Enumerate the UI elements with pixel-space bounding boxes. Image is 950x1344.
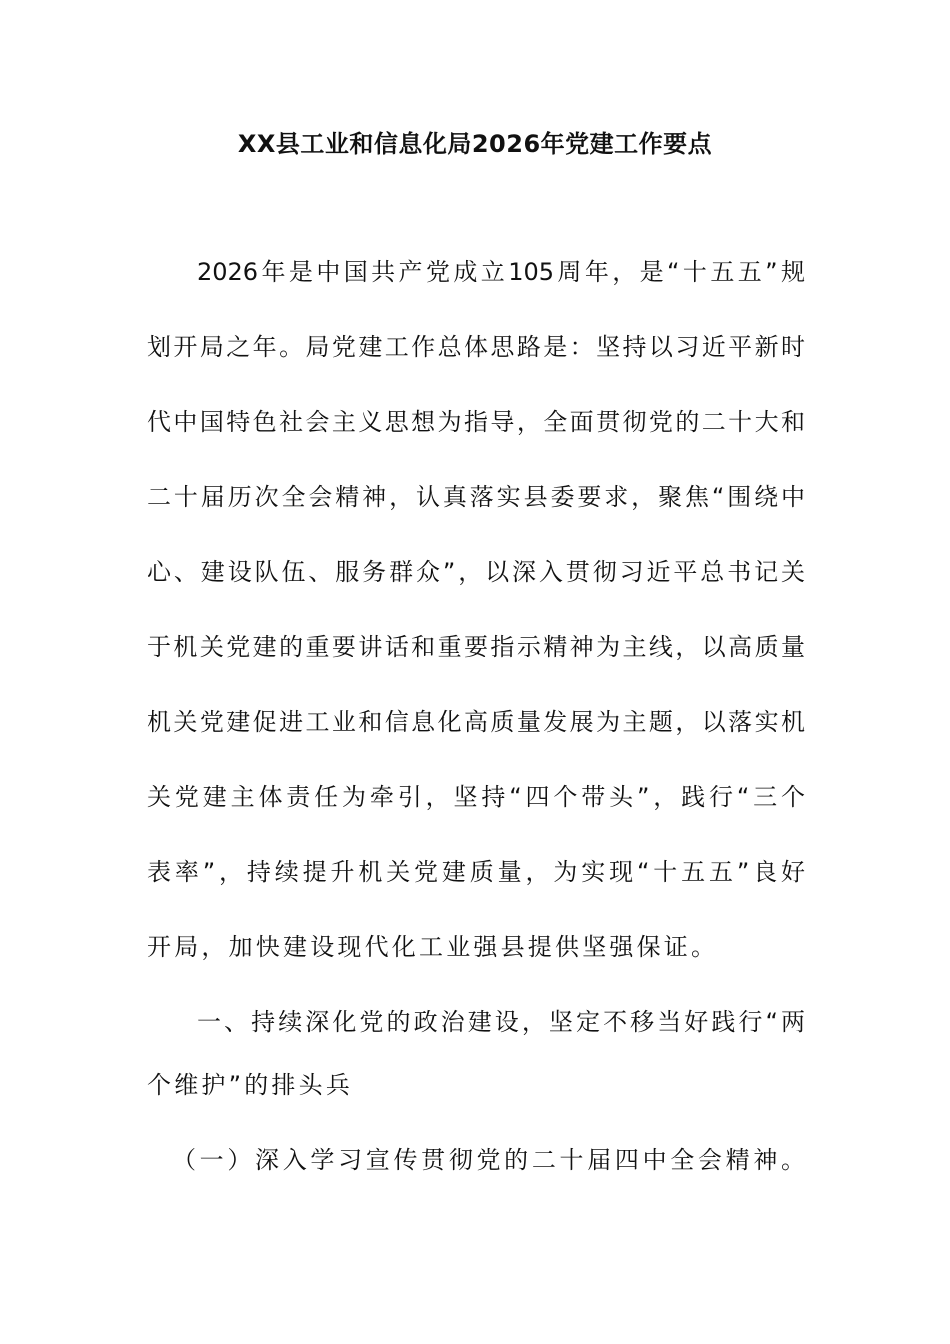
paragraph-line: 开局，加快建设现代化工业强县提供坚强保证。 [147, 933, 719, 961]
subsection-heading: （一）深入学习宣传贯彻党的二十届四中全会精神。 [172, 1146, 805, 1174]
section-heading-line: 个维护”的排头兵 [147, 1071, 354, 1099]
section-heading-line: 一、持续深化党的政治建设，坚定不移当好践行“两 [197, 1008, 805, 1036]
paragraph-line: 二十届历次全会精神，认真落实县委要求，聚焦“围绕中 [147, 483, 805, 511]
paragraph-line: 于机关党建的重要讲话和重要指示精神为主线，以高质量 [147, 633, 805, 661]
document-title: XX县工业和信息化局2026年党建工作要点 [237, 130, 713, 158]
paragraph-line: 表率”，持续提升机关党建质量，为实现“十五五”良好 [147, 858, 805, 886]
paragraph-line: 代中国特色社会主义思想为指导，全面贯彻党的二十大和 [147, 408, 805, 436]
paragraph-line: 关党建主体责任为牵引，坚持“四个带头”，践行“三个 [147, 783, 805, 811]
paragraph-line: 2026年是中国共产党成立105周年，是“十五五”规 [197, 258, 805, 286]
paragraph-line: 机关党建促进工业和信息化高质量发展为主题，以落实机 [147, 708, 805, 736]
paragraph-line: 划开局之年。局党建工作总体思路是：坚持以习近平新时 [147, 333, 805, 361]
paragraph-line: 心、建设队伍、服务群众”，以深入贯彻习近平总书记关 [147, 558, 805, 586]
